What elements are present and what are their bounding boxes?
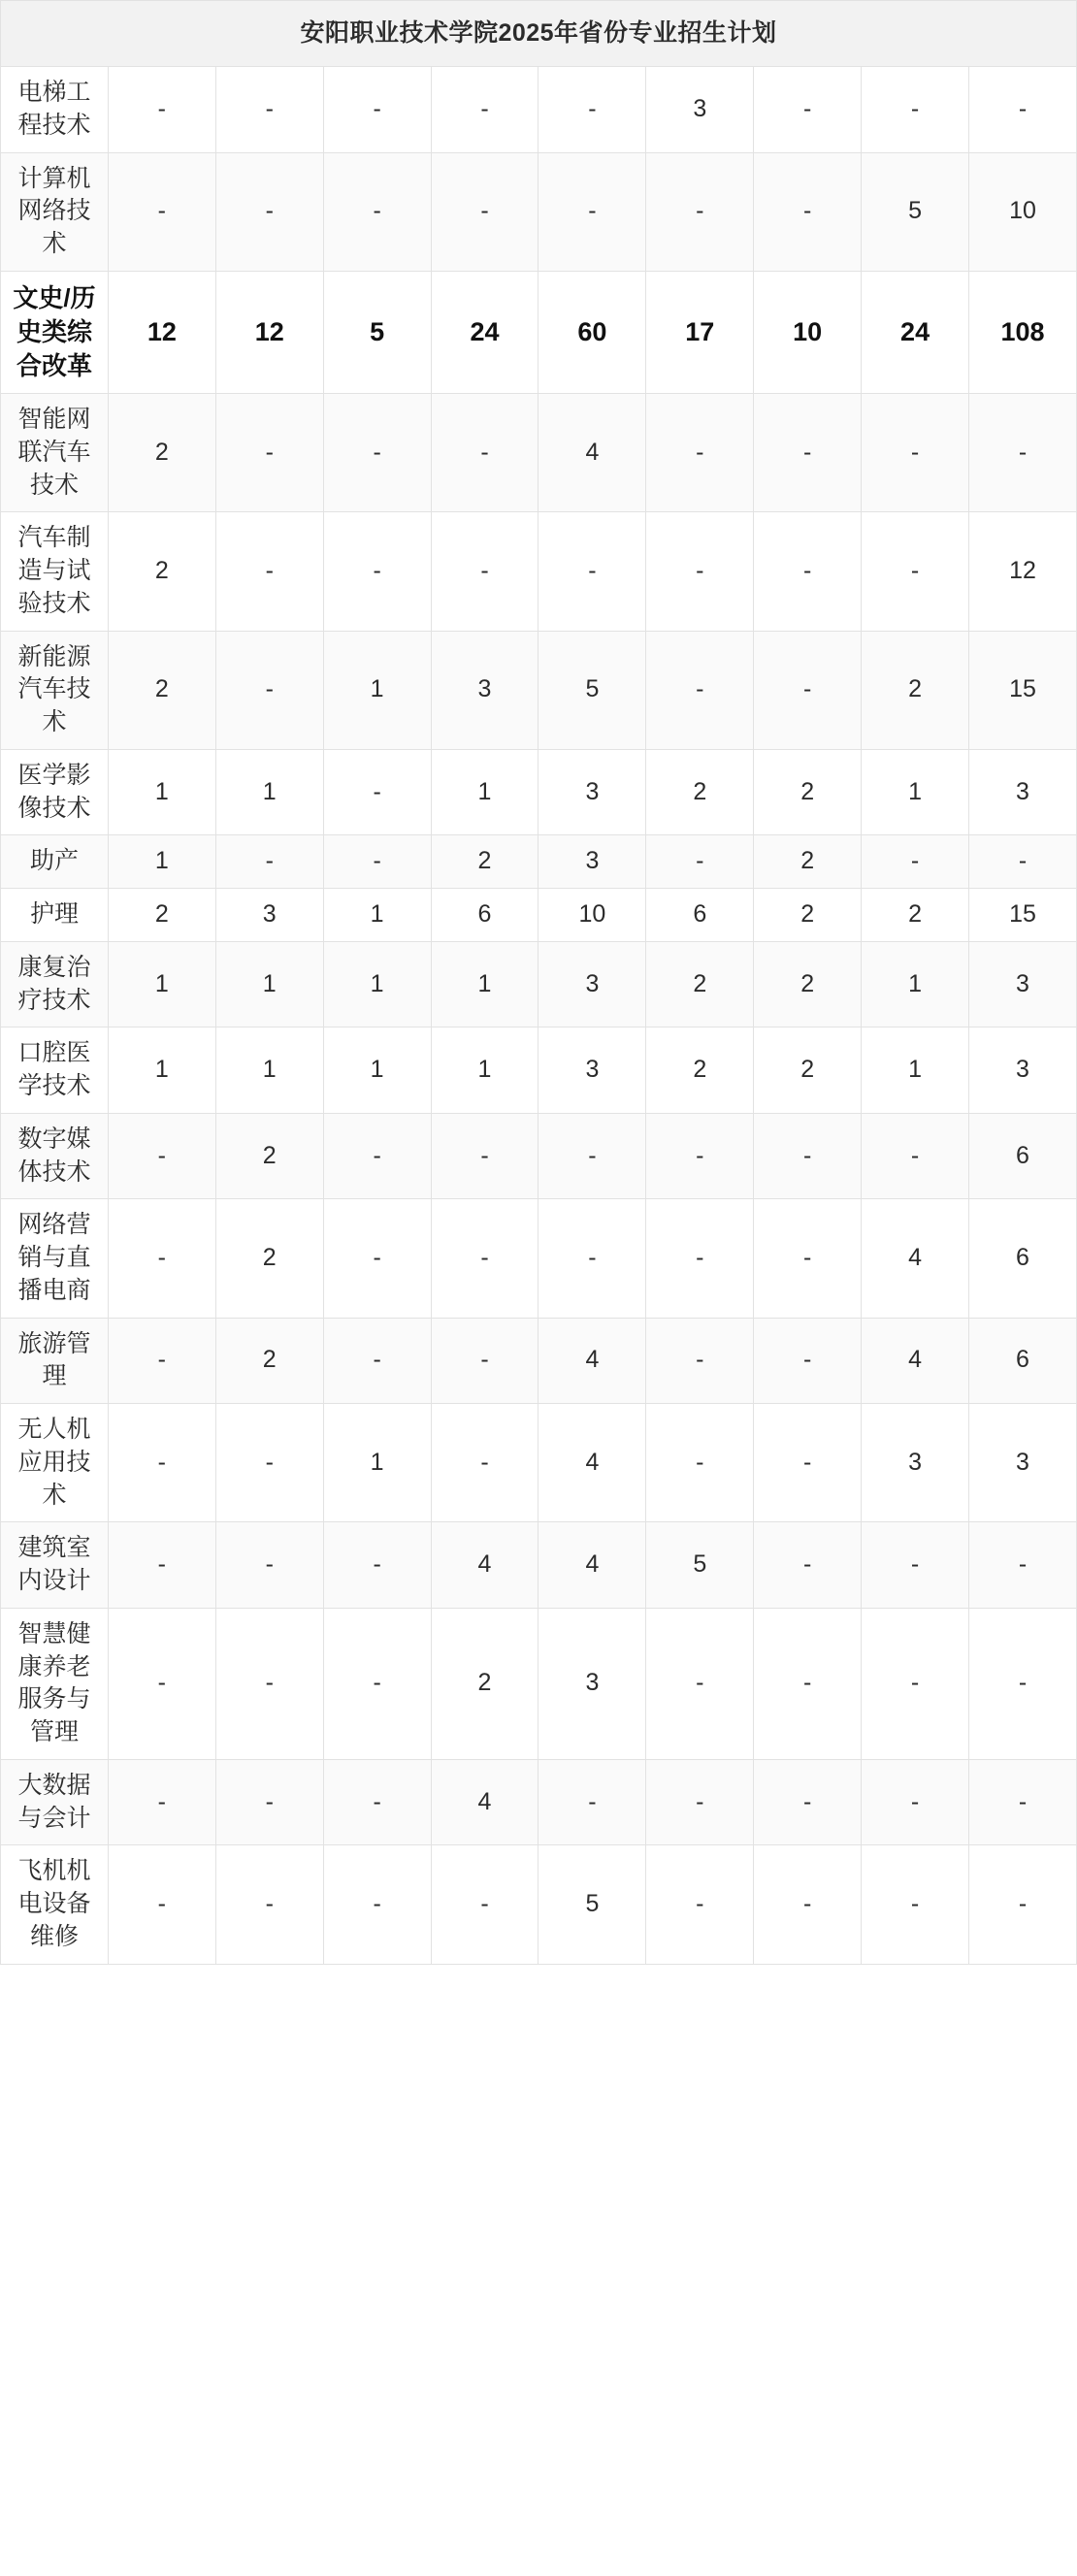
plan-value-cell: - bbox=[215, 152, 323, 271]
plan-value-cell: 4 bbox=[862, 1199, 969, 1318]
plan-value-cell: - bbox=[646, 1113, 754, 1199]
major-name-cell: 建筑室内设计 bbox=[1, 1522, 109, 1609]
major-name-cell: 计算机网络技术 bbox=[1, 152, 109, 271]
plan-value-cell: - bbox=[969, 1522, 1077, 1609]
table-row bbox=[1, 1027, 1077, 1114]
plan-value-cell: - bbox=[646, 394, 754, 512]
plan-value-cell: - bbox=[862, 835, 969, 889]
table-row bbox=[1, 271, 1077, 393]
plan-value-cell: 5 bbox=[862, 152, 969, 271]
plan-value-cell: - bbox=[215, 835, 323, 889]
plan-value-cell: - bbox=[431, 394, 538, 512]
plan-value-cell: - bbox=[108, 152, 215, 271]
major-name-cell: 智能网联汽车技术 bbox=[1, 394, 109, 512]
major-name-cell: 助产 bbox=[1, 835, 109, 889]
plan-value-cell: - bbox=[646, 835, 754, 889]
plan-value-cell: - bbox=[646, 1845, 754, 1964]
plan-value-cell: - bbox=[969, 394, 1077, 512]
plan-value-cell: 4 bbox=[431, 1522, 538, 1609]
plan-value-cell: - bbox=[754, 1404, 862, 1522]
plan-value-cell: - bbox=[754, 1608, 862, 1759]
plan-value-cell: - bbox=[969, 67, 1077, 153]
plan-value-cell: 6 bbox=[969, 1199, 1077, 1318]
plan-value-cell: 3 bbox=[969, 941, 1077, 1027]
plan-value-cell: - bbox=[646, 631, 754, 749]
plan-value-cell: - bbox=[215, 394, 323, 512]
plan-value-cell: - bbox=[646, 512, 754, 631]
plan-value-cell: - bbox=[754, 1113, 862, 1199]
plan-value-cell: - bbox=[862, 1113, 969, 1199]
plan-value-cell: - bbox=[108, 1845, 215, 1964]
plan-value-cell: - bbox=[754, 1759, 862, 1845]
plan-value-cell: - bbox=[538, 152, 646, 271]
plan-value-cell: - bbox=[862, 1522, 969, 1609]
plan-value-cell: 2 bbox=[754, 749, 862, 835]
plan-value-cell: - bbox=[215, 1522, 323, 1609]
plan-value-cell: 1 bbox=[215, 749, 323, 835]
table-row bbox=[1, 1845, 1077, 1964]
plan-value-cell: - bbox=[646, 1759, 754, 1845]
major-name-cell: 文史/历史类综合改革 bbox=[1, 271, 109, 393]
plan-value-cell: 60 bbox=[538, 271, 646, 393]
plan-value-cell: 3 bbox=[538, 1027, 646, 1114]
plan-value-cell: - bbox=[215, 1845, 323, 1964]
plan-value-cell: - bbox=[215, 512, 323, 631]
plan-value-cell: 4 bbox=[538, 1404, 646, 1522]
plan-value-cell: - bbox=[323, 394, 431, 512]
plan-value-cell: - bbox=[108, 1113, 215, 1199]
plan-value-cell: 5 bbox=[538, 631, 646, 749]
plan-value-cell: - bbox=[215, 67, 323, 153]
plan-value-cell: - bbox=[431, 1845, 538, 1964]
plan-value-cell: - bbox=[754, 1199, 862, 1318]
plan-value-cell: 1 bbox=[323, 941, 431, 1027]
plan-value-cell: 1 bbox=[108, 749, 215, 835]
plan-value-cell: - bbox=[538, 1759, 646, 1845]
plan-value-cell: 3 bbox=[969, 1404, 1077, 1522]
plan-value-cell: 2 bbox=[108, 394, 215, 512]
plan-value-cell: - bbox=[754, 67, 862, 153]
table-row bbox=[1, 1522, 1077, 1609]
plan-value-cell: 2 bbox=[108, 512, 215, 631]
plan-value-cell: 1 bbox=[215, 1027, 323, 1114]
plan-value-cell: 3 bbox=[538, 749, 646, 835]
plan-value-cell: - bbox=[323, 1608, 431, 1759]
plan-value-cell: 1 bbox=[431, 749, 538, 835]
plan-value-cell: 1 bbox=[323, 889, 431, 942]
plan-value-cell: 2 bbox=[431, 835, 538, 889]
plan-value-cell: 6 bbox=[431, 889, 538, 942]
plan-value-cell: 5 bbox=[646, 1522, 754, 1609]
plan-value-cell: 1 bbox=[431, 941, 538, 1027]
plan-value-cell: - bbox=[754, 1318, 862, 1404]
plan-value-cell: - bbox=[108, 1404, 215, 1522]
major-name-cell: 电梯工程技术 bbox=[1, 67, 109, 153]
table-body bbox=[1, 1, 1077, 1965]
plan-value-cell: - bbox=[646, 1199, 754, 1318]
plan-value-cell: 1 bbox=[862, 749, 969, 835]
plan-value-cell: - bbox=[215, 1759, 323, 1845]
plan-value-cell: - bbox=[646, 152, 754, 271]
plan-value-cell: - bbox=[431, 512, 538, 631]
plan-value-cell: - bbox=[754, 512, 862, 631]
major-name-cell: 护理 bbox=[1, 889, 109, 942]
plan-value-cell: 4 bbox=[431, 1759, 538, 1845]
plan-value-cell: 2 bbox=[215, 1199, 323, 1318]
plan-value-cell: - bbox=[323, 749, 431, 835]
plan-value-cell: 2 bbox=[646, 749, 754, 835]
plan-value-cell: 1 bbox=[862, 941, 969, 1027]
plan-value-cell: - bbox=[323, 1845, 431, 1964]
plan-value-cell: 3 bbox=[862, 1404, 969, 1522]
plan-value-cell: - bbox=[862, 512, 969, 631]
table-row bbox=[1, 941, 1077, 1027]
major-name-cell: 医学影像技术 bbox=[1, 749, 109, 835]
major-name-cell: 旅游管理 bbox=[1, 1318, 109, 1404]
plan-value-cell: 1 bbox=[323, 631, 431, 749]
plan-value-cell: 1 bbox=[323, 1404, 431, 1522]
plan-value-cell: 4 bbox=[538, 1522, 646, 1609]
plan-value-cell: - bbox=[108, 1199, 215, 1318]
plan-value-cell: - bbox=[108, 1318, 215, 1404]
plan-value-cell: - bbox=[323, 1199, 431, 1318]
plan-value-cell: 1 bbox=[862, 1027, 969, 1114]
table-row bbox=[1, 1199, 1077, 1318]
plan-value-cell: 15 bbox=[969, 889, 1077, 942]
plan-value-cell: - bbox=[969, 835, 1077, 889]
plan-value-cell: - bbox=[431, 67, 538, 153]
table-row bbox=[1, 1113, 1077, 1199]
plan-value-cell: - bbox=[646, 1404, 754, 1522]
plan-value-cell: 6 bbox=[646, 889, 754, 942]
plan-value-cell: - bbox=[754, 1522, 862, 1609]
plan-value-cell: 4 bbox=[862, 1318, 969, 1404]
plan-value-cell: - bbox=[108, 1608, 215, 1759]
major-name-cell: 口腔医学技术 bbox=[1, 1027, 109, 1114]
major-name-cell: 飞机机电设备维修 bbox=[1, 1845, 109, 1964]
plan-value-cell: - bbox=[323, 1522, 431, 1609]
plan-value-cell: - bbox=[431, 1318, 538, 1404]
plan-value-cell: 2 bbox=[754, 889, 862, 942]
plan-value-cell: 3 bbox=[646, 67, 754, 153]
major-name-cell: 数字媒体技术 bbox=[1, 1113, 109, 1199]
plan-value-cell: 15 bbox=[969, 631, 1077, 749]
plan-value-cell: - bbox=[431, 152, 538, 271]
plan-value-cell: - bbox=[646, 1608, 754, 1759]
plan-value-cell: 3 bbox=[538, 941, 646, 1027]
plan-value-cell: - bbox=[215, 631, 323, 749]
plan-value-cell: - bbox=[323, 67, 431, 153]
plan-value-cell: 4 bbox=[538, 394, 646, 512]
plan-value-cell: 12 bbox=[969, 512, 1077, 631]
major-name-cell: 网络营销与直播电商 bbox=[1, 1199, 109, 1318]
plan-value-cell: 12 bbox=[215, 271, 323, 393]
plan-value-cell: - bbox=[969, 1845, 1077, 1964]
plan-value-cell: - bbox=[431, 1199, 538, 1318]
plan-value-cell: 5 bbox=[538, 1845, 646, 1964]
plan-value-cell: 2 bbox=[215, 1113, 323, 1199]
plan-value-cell: - bbox=[431, 1113, 538, 1199]
plan-value-cell: - bbox=[323, 1759, 431, 1845]
major-name-cell: 新能源汽车技术 bbox=[1, 631, 109, 749]
table-row bbox=[1, 749, 1077, 835]
plan-value-cell: 3 bbox=[538, 835, 646, 889]
plan-value-cell: - bbox=[323, 1113, 431, 1199]
plan-value-cell: 1 bbox=[108, 1027, 215, 1114]
plan-value-cell: - bbox=[862, 394, 969, 512]
plan-value-cell: - bbox=[323, 512, 431, 631]
plan-value-cell: - bbox=[754, 394, 862, 512]
plan-value-cell: 24 bbox=[862, 271, 969, 393]
plan-value-cell: 6 bbox=[969, 1113, 1077, 1199]
plan-value-cell: - bbox=[862, 1845, 969, 1964]
table-caption: 安阳职业技术学院2025年省份专业招生计划 bbox=[1, 1, 1077, 67]
plan-value-cell: - bbox=[754, 631, 862, 749]
plan-value-cell: - bbox=[538, 67, 646, 153]
table-caption-row bbox=[1, 1, 1077, 67]
plan-value-cell: 2 bbox=[215, 1318, 323, 1404]
plan-value-cell: - bbox=[108, 67, 215, 153]
plan-value-cell: 3 bbox=[969, 1027, 1077, 1114]
plan-value-cell: 1 bbox=[323, 1027, 431, 1114]
plan-value-cell: 2 bbox=[754, 1027, 862, 1114]
plan-value-cell: - bbox=[538, 1113, 646, 1199]
plan-value-cell: - bbox=[969, 1608, 1077, 1759]
plan-value-cell: 2 bbox=[646, 941, 754, 1027]
plan-value-cell: 3 bbox=[431, 631, 538, 749]
plan-value-cell: - bbox=[862, 1608, 969, 1759]
plan-value-cell: 17 bbox=[646, 271, 754, 393]
table-row bbox=[1, 1608, 1077, 1759]
plan-value-cell: - bbox=[323, 1318, 431, 1404]
plan-value-cell: 2 bbox=[646, 1027, 754, 1114]
plan-value-cell: 3 bbox=[215, 889, 323, 942]
plan-value-cell: 10 bbox=[538, 889, 646, 942]
plan-value-cell: 2 bbox=[431, 1608, 538, 1759]
plan-value-cell: 2 bbox=[108, 889, 215, 942]
table-row bbox=[1, 1759, 1077, 1845]
plan-value-cell: 1 bbox=[108, 941, 215, 1027]
plan-value-cell: - bbox=[108, 1522, 215, 1609]
plan-value-cell: 24 bbox=[431, 271, 538, 393]
table-row bbox=[1, 67, 1077, 153]
plan-value-cell: 1 bbox=[108, 835, 215, 889]
plan-value-cell: - bbox=[108, 1759, 215, 1845]
plan-value-cell: - bbox=[538, 1199, 646, 1318]
plan-value-cell: 10 bbox=[754, 271, 862, 393]
plan-value-cell: - bbox=[969, 1759, 1077, 1845]
major-name-cell: 智慧健康养老服务与管理 bbox=[1, 1608, 109, 1759]
plan-value-cell: 6 bbox=[969, 1318, 1077, 1404]
table-row bbox=[1, 1318, 1077, 1404]
plan-value-cell: 1 bbox=[431, 1027, 538, 1114]
table-row bbox=[1, 631, 1077, 749]
major-name-cell: 康复治疗技术 bbox=[1, 941, 109, 1027]
plan-value-cell: 12 bbox=[108, 271, 215, 393]
plan-value-cell: - bbox=[323, 835, 431, 889]
major-name-cell: 汽车制造与试验技术 bbox=[1, 512, 109, 631]
plan-value-cell: - bbox=[754, 152, 862, 271]
plan-value-cell: 5 bbox=[323, 271, 431, 393]
plan-value-cell: - bbox=[215, 1608, 323, 1759]
plan-value-cell: 4 bbox=[538, 1318, 646, 1404]
plan-value-cell: 3 bbox=[538, 1608, 646, 1759]
plan-value-cell: 10 bbox=[969, 152, 1077, 271]
plan-value-cell: 2 bbox=[108, 631, 215, 749]
table-row bbox=[1, 835, 1077, 889]
plan-value-cell: - bbox=[862, 67, 969, 153]
plan-value-cell: 2 bbox=[862, 631, 969, 749]
plan-value-cell: - bbox=[538, 512, 646, 631]
table-row bbox=[1, 889, 1077, 942]
table-row bbox=[1, 394, 1077, 512]
table-row bbox=[1, 152, 1077, 271]
plan-value-cell: - bbox=[754, 1845, 862, 1964]
plan-value-cell: 2 bbox=[754, 941, 862, 1027]
plan-value-cell: - bbox=[646, 1318, 754, 1404]
major-name-cell: 无人机应用技术 bbox=[1, 1404, 109, 1522]
plan-value-cell: 2 bbox=[862, 889, 969, 942]
plan-value-cell: - bbox=[431, 1404, 538, 1522]
plan-value-cell: 2 bbox=[754, 835, 862, 889]
table-row bbox=[1, 1404, 1077, 1522]
table-row bbox=[1, 512, 1077, 631]
major-name-cell: 大数据与会计 bbox=[1, 1759, 109, 1845]
plan-value-cell: 108 bbox=[969, 271, 1077, 393]
plan-value-cell: 3 bbox=[969, 749, 1077, 835]
plan-value-cell: 1 bbox=[215, 941, 323, 1027]
plan-value-cell: - bbox=[323, 152, 431, 271]
plan-value-cell: - bbox=[862, 1759, 969, 1845]
plan-value-cell: - bbox=[215, 1404, 323, 1522]
